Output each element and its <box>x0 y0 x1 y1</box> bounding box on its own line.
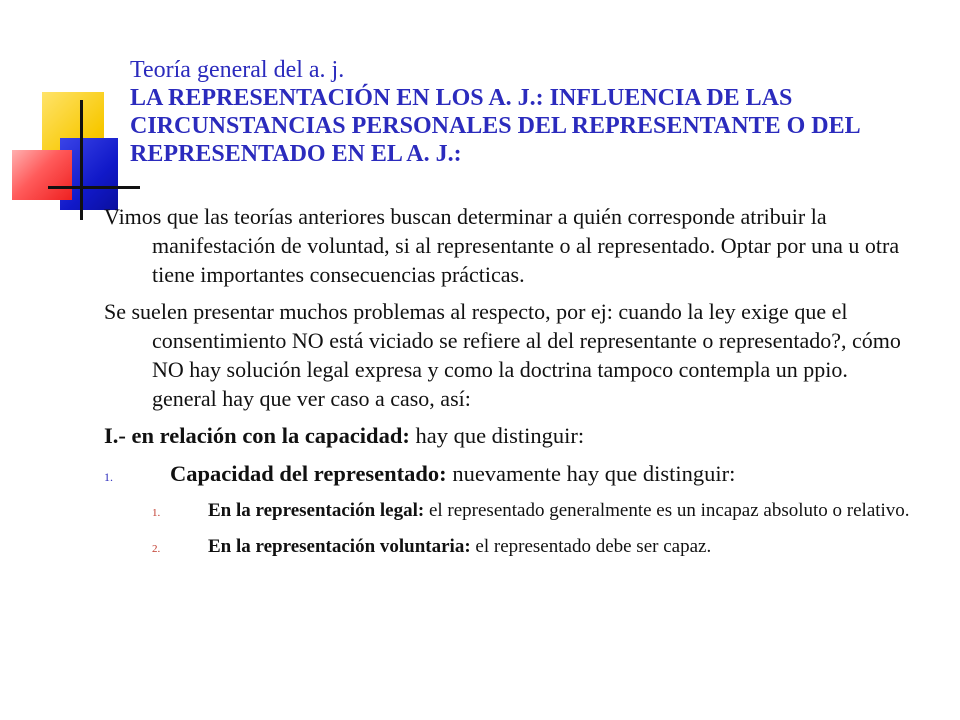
list-item-level2 <box>104 499 914 523</box>
section-heading-text: hay que distinguir: <box>409 423 585 448</box>
list-item-text: el representado generalmente es un incapaz absoluto o relativo. <box>424 500 910 521</box>
list-item-text: nuevamente hay que distinguir: <box>446 461 736 486</box>
list-item-bold: En la representación voluntaria: <box>208 536 471 557</box>
list-item-bold: En la representación legal: <box>208 500 425 521</box>
section-heading <box>104 421 914 451</box>
title-line-2: LA REPRESENTACIÓN EN LOS A. J.: INFLUENCIA DE LAS CIRCUNSTANCIAS PERSONALES DEL REPRESENTANTE O DEL REPRESENTADO EN EL A. J.: <box>130 85 860 167</box>
slide-body <box>104 202 914 571</box>
list-item-level2 <box>104 535 914 559</box>
paragraph-1: Vimos que las teorías anteriores buscan determinar a quién corresponde atribuir la manifestación de voluntad, si al representante o al representado. Optar por una u otra tiene importantes consecuencias prácticas. <box>104 204 900 287</box>
decorative-corner-graphic <box>0 0 140 230</box>
list-number: 1. <box>104 470 113 484</box>
slide-title <box>130 56 930 168</box>
title-line-1: Teoría general del a. j. <box>130 57 345 83</box>
list-number: 1. <box>152 507 161 519</box>
horizontal-line-decoration <box>48 186 140 189</box>
list-item-text: el representado debe ser capaz. <box>470 536 712 557</box>
list-item-bold: Capacidad del representado: <box>170 461 447 486</box>
list-number: 2. <box>152 543 161 555</box>
list-item-level1 <box>104 459 914 489</box>
vertical-line-decoration <box>80 100 83 220</box>
section-heading-bold: I.- en relación con la capacidad: <box>104 423 410 448</box>
paragraph-2: Se suelen presentar muchos problemas al respecto, por ej: cuando la ley exige que el consentimiento NO está viciado se refiere al del representante o representado?, cómo NO hay solución legal expresa y como la doctrina tampoco contempla un ppio. general hay que ver caso a caso, así: <box>104 299 901 411</box>
red-square-decoration <box>12 150 72 200</box>
